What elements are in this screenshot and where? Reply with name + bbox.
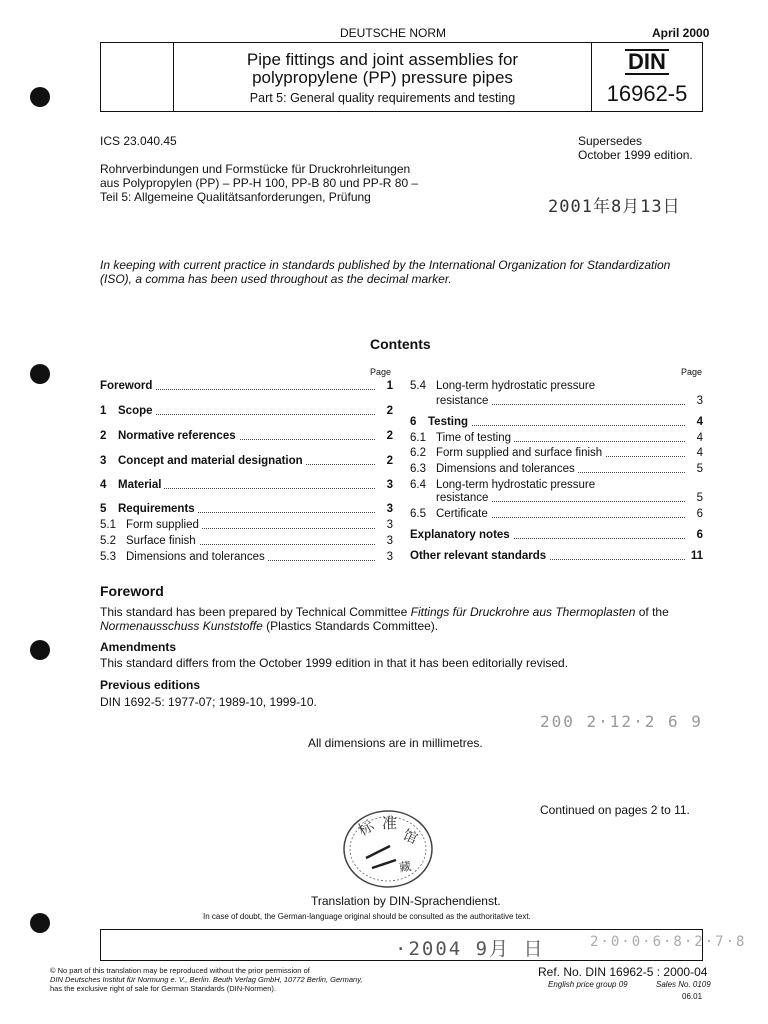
- punch-hole-4: [30, 913, 50, 933]
- translation-credit: Translation by DIN-Sprachendienst.: [311, 894, 501, 908]
- toc-requirements[interactable]: 5 Requirements 3: [100, 503, 393, 515]
- toc-form-supplied[interactable]: 5.1 Form supplied 3: [100, 519, 393, 531]
- decimal-marker-note: In keeping with current practice in standards published by the International Organization for Standardization (ISO), a comma has been used throughout as the decimal marker.: [100, 258, 671, 286]
- library-seal-stamp: [338, 806, 438, 892]
- german-title: Rohrverbindungen und Formstücke für Druckrohrleitungen aus Polypropylen (PP) – PP-H 100, PP-B 80 und PP-R 80 – Teil 5: Allgemeine Qualitätsanforderungen, Prüfung: [100, 162, 419, 204]
- punch-hole-2: [30, 364, 50, 384]
- issue-date: April 2000: [652, 26, 710, 40]
- gray-number-stamp-2: ·2004 9月 日: [395, 938, 545, 960]
- punch-hole-3: [30, 640, 50, 660]
- toc-scope[interactable]: 1 Scope 2: [100, 405, 393, 417]
- toc-other-standards[interactable]: Other relevant standards 11: [410, 550, 703, 562]
- document-title: Pipe fittings and joint assemblies for polypropylene (PP) pressure pipes: [246, 50, 519, 87]
- toc-explanatory-notes[interactable]: Explanatory notes 6: [410, 529, 703, 541]
- toc-foreword[interactable]: Foreword 1: [100, 380, 393, 392]
- date-stamp: 2001年8月13日: [548, 197, 681, 217]
- toc-normative-references[interactable]: 2 Normative references 2: [100, 430, 393, 442]
- gray-number-stamp-3: 2·0·0·6·8·2·7·8: [590, 934, 747, 950]
- reference-number: Ref. No. DIN 16962-5 : 2000-04: [538, 965, 708, 979]
- previous-editions-heading: Previous editions: [100, 678, 201, 692]
- logo-cell: [101, 43, 174, 111]
- toc-form-surface[interactable]: 6.2 Form supplied and surface finish 4: [410, 447, 703, 459]
- price-group: English price group 09: [548, 980, 628, 989]
- toc-testing[interactable]: 6 Testing 4: [410, 416, 703, 428]
- toc-dimensions-right[interactable]: 6.3 Dimensions and tolerances 5: [410, 463, 703, 475]
- punch-hole-1: [30, 87, 50, 107]
- toc-certificate[interactable]: 6.5 Certificate 6: [410, 508, 703, 520]
- din-number: 16962-5: [606, 81, 688, 106]
- gray-number-stamp-1: 200 2·12·2 6 9: [540, 712, 703, 731]
- supersedes: Supersedes October 1999 edition.: [578, 134, 693, 162]
- amendments-heading: Amendments: [100, 640, 177, 654]
- toc-long-term-1-line1[interactable]: 5.4 Long-term hydrostatic pressure: [410, 380, 596, 392]
- toc-long-term-1-line2[interactable]: resistance 3: [436, 395, 703, 407]
- previous-editions-text: DIN 1692-5: 1977-07; 1989-10, 1999-10.: [100, 695, 317, 709]
- toc-concept-material[interactable]: 3 Concept and material designation 2: [100, 455, 393, 467]
- seal-char-3: 馆: [400, 827, 420, 848]
- seal-char-4: 藏: [398, 859, 413, 875]
- ics-code: ICS 23.040.45: [100, 134, 177, 148]
- toc-surface-finish[interactable]: 5.2 Surface finish 3: [100, 535, 393, 547]
- contents-heading: Contents: [370, 336, 431, 352]
- toc-long-term-2-line2[interactable]: resistance 5: [436, 492, 703, 504]
- continued-note: Continued on pages 2 to 11.: [540, 803, 690, 817]
- dimensions-note: All dimensions are in millimetres.: [308, 736, 483, 750]
- print-code: 06.01: [682, 992, 703, 1001]
- toc-long-term-2-line1[interactable]: 6.4 Long-term hydrostatic pressure: [410, 479, 596, 491]
- din-logo: DIN: [592, 49, 702, 75]
- doubt-note: In case of doubt, the German-language original should be consulted as the authoritative text.: [203, 912, 531, 921]
- toc-time-of-testing[interactable]: 6.1 Time of testing 4: [410, 432, 703, 444]
- document-subtitle: Part 5: General quality requirements and testing: [249, 91, 516, 105]
- toc-dimensions-left[interactable]: 5.3 Dimensions and tolerances 3: [100, 551, 393, 563]
- copyright-notice: © No part of this translation may be reproduced without the prior permission of DIN Deutsches Institut für Normung e. V., Berlin. Beuth Verlag GmbH, 10772 Berlin, Germany, has the exclusive right of sale for German Standards (DIN-Normen).: [50, 966, 363, 993]
- standard-type: DEUTSCHE NORM: [340, 26, 447, 40]
- title-block: [100, 42, 703, 112]
- foreword-heading: Foreword: [100, 583, 164, 599]
- din-number-cell: [591, 43, 702, 111]
- foreword-paragraph: This standard has been prepared by Technical Committee Fittings für Druckrohre aus Thermoplasten of the Normenausschuss Kunststoffe (Plastics Standards Committee).: [100, 605, 669, 633]
- page-label-right: Page: [681, 367, 703, 377]
- seal-char-2: 准: [382, 814, 398, 832]
- sales-number: Sales No. 0109: [656, 980, 711, 989]
- seal-char-1: 标: [355, 816, 378, 840]
- page-label-left: Page: [370, 367, 392, 377]
- amendments-text: This standard differs from the October 1999 edition in that it has been editorially revised.: [100, 656, 569, 670]
- toc-material[interactable]: 4 Material 3: [100, 479, 393, 491]
